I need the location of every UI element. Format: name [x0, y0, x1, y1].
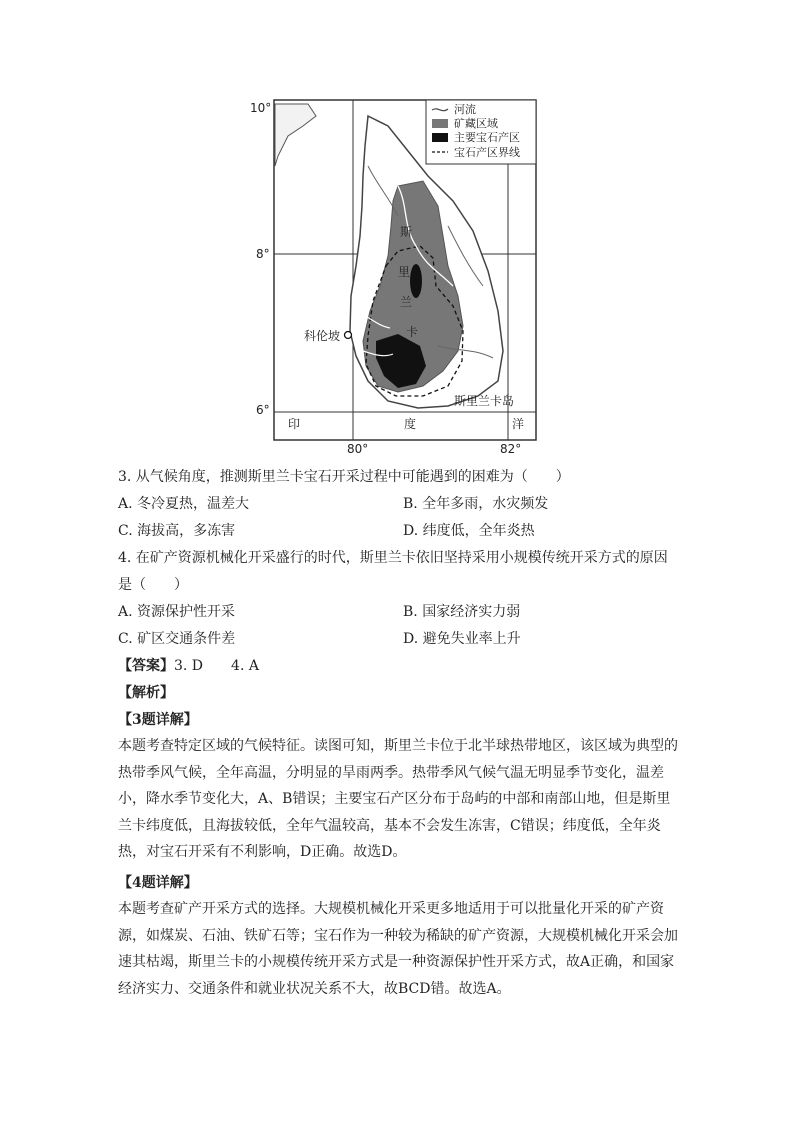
country-char-4: 卡: [406, 325, 419, 339]
q4-option-b: B. 国家经济实力弱: [403, 604, 521, 620]
q3-stem: 3. 从气候角度，推测斯里兰卡宝石开采过程中可能遇到的困难为（ ）: [118, 469, 570, 485]
q4-option-d: D. 避免失业率上升: [403, 631, 521, 647]
colombo-marker: [345, 332, 352, 339]
answer-line: [118, 656, 259, 676]
analysis-label: 【解析】: [118, 685, 174, 701]
country-char-2: 里: [398, 265, 411, 279]
map-legend: [426, 100, 536, 164]
q3-detail-title: 【3题详解】: [118, 712, 198, 728]
legend-gem-label: 主要宝石产区: [454, 131, 520, 144]
q4-stem-line2: 是（ ）: [118, 577, 188, 593]
q3-option-b: B. 全年多雨，水灾频发: [403, 496, 549, 512]
legend-mineral-label: 矿藏区域: [454, 117, 498, 130]
lon-82-label: 82°: [500, 442, 522, 456]
lat-10-label: 10°: [250, 101, 272, 115]
q3-option-d: D. 纬度低，全年炎热: [403, 523, 535, 539]
lon-80-label: 80°: [347, 442, 369, 456]
island-label: 斯里兰卡岛: [454, 394, 515, 408]
q4-option-c: C. 矿区交通条件差: [118, 631, 236, 647]
answer-label: 【答案】: [118, 658, 174, 674]
legend-river-label: 河流: [454, 103, 476, 116]
q4-detail-title: 【4题详解】: [118, 875, 198, 891]
answer-value: 3. D 4. A: [174, 658, 259, 674]
ocean-char-3: 洋: [512, 417, 525, 431]
q4-stem-line1: 4. 在矿产资源机械化开采盛行的时代，斯里兰卡依旧坚持采用小规模传统开采方式的原因: [118, 550, 668, 566]
ocean-char-1: 印: [288, 417, 301, 431]
q4-detail-text: 本题考查矿产开采方式的选择。大规模机械化开采更多地适用于可以批量化开采的矿产资源，如煤炭、石油、铁矿石等；宝石作为一种较为稀缺的矿产资源，大规模机械化开采会加速其枯竭，斯里兰卡的小规模传统开采方式是一种资源保护性开采方式，故A正确，和国家经济实力、交通条件和就业状况关系不大，故BCD错。故选A。: [118, 901, 678, 997]
lat-8-label: 8°: [256, 247, 270, 261]
colombo-label: 科伦坡: [304, 329, 341, 343]
legend-mineral-symbol: [432, 119, 448, 128]
q4-option-a: A. 资源保护性开采: [118, 604, 236, 620]
country-char-1: 斯: [400, 225, 413, 239]
q3-option-a: A. 冬冷夏热，温差大: [118, 496, 250, 512]
gem-area-north: [410, 264, 422, 298]
ocean-char-2: 度: [404, 417, 417, 431]
q3-option-c: C. 海拔高，多冻害: [118, 523, 236, 539]
legend-boundary-label: 宝石产区界线: [454, 146, 520, 159]
sri-lanka-map: [248, 96, 548, 456]
lat-6-label: 6°: [256, 403, 270, 417]
q3-detail-text: 本题考查特定区域的气候特征。读图可知，斯里兰卡位于北半球热带地区，该区域为典型的热带季风气候，全年高温，分明显的旱雨两季。热带季风气候气温无明显季节变化，温差小，降水季节变化大，A、B错误；主要宝石产区分布于岛屿的中部和南部山地，但是斯里兰卡纬度低，且海拔较低，全年气温较高，基本不会发生冻害，C错误；纬度低，全年炎热，对宝石开采有不利影响，D正确。故选D。: [118, 738, 678, 860]
country-char-3: 兰: [400, 295, 413, 309]
legend-gem-symbol: [432, 133, 448, 142]
